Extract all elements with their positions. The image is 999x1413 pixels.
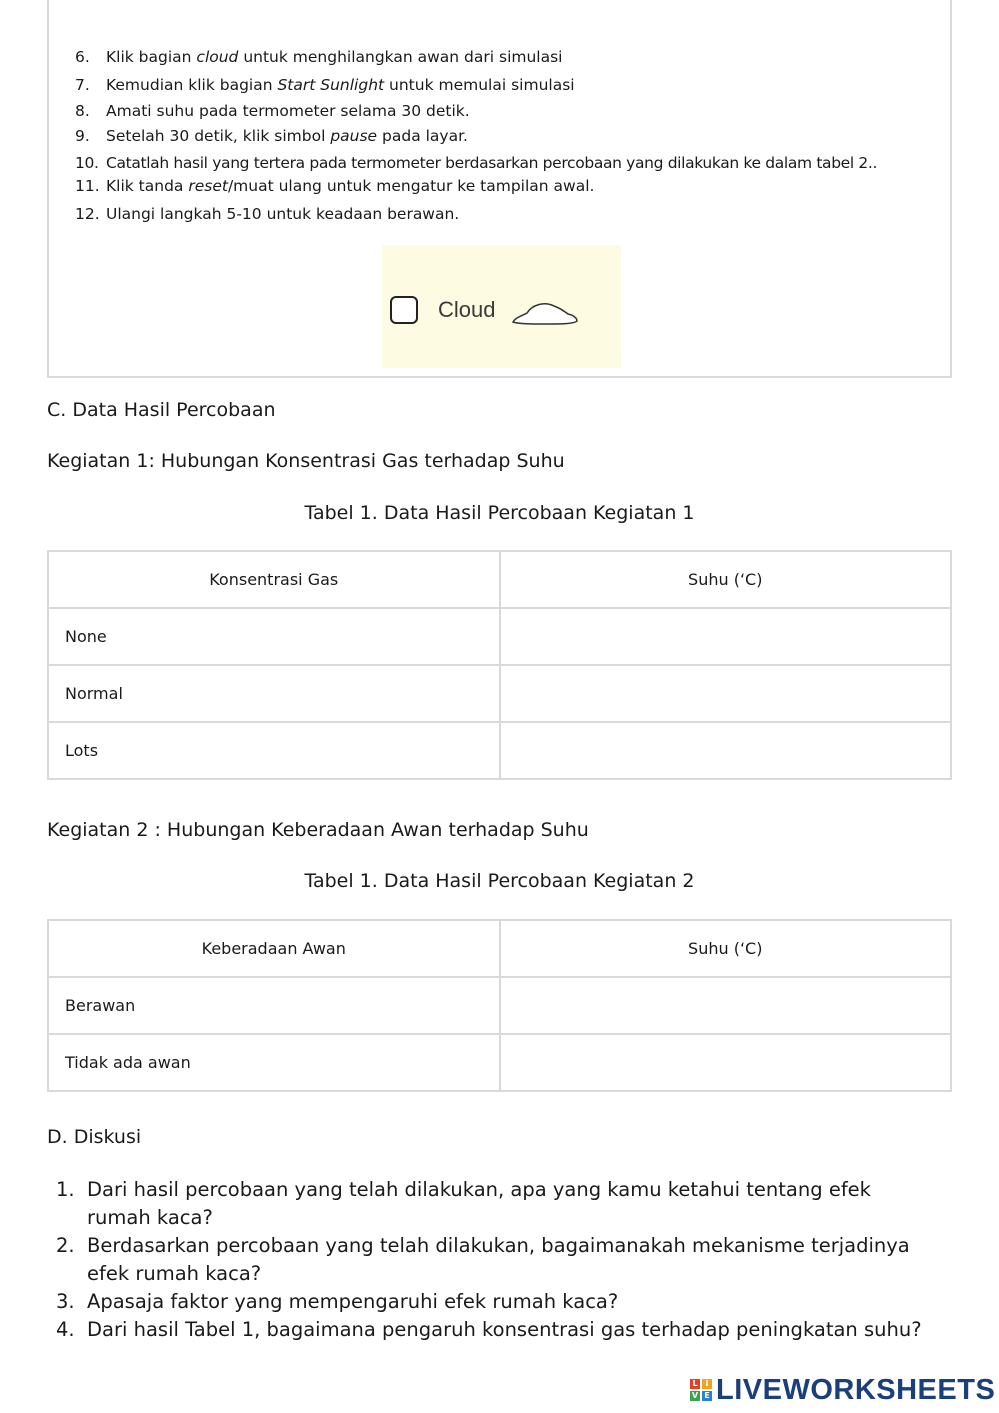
discussion-list <box>56 1176 936 1344</box>
procedure-box <box>47 0 952 378</box>
table-header-cell: Suhu (‘C) <box>500 551 952 608</box>
table-header-row <box>48 551 951 608</box>
table-cell: Tidak ada awan <box>48 1034 500 1091</box>
cloud-checkbox[interactable] <box>390 296 418 324</box>
logo-letter: V <box>691 1391 699 1400</box>
discussion-question: 4. Dari hasil Tabel 1, bagaimana pengaruh konsentrasi gas terhadap peningkatan suhu? <box>56 1318 922 1341</box>
discussion-question: 2. Berdasarkan percobaan yang telah dilakukan, bagaimanakah mekanisme terjadinya efek rumah kaca? <box>56 1234 910 1285</box>
table-cell: Berawan <box>48 977 500 1034</box>
procedure-step: 7. Kemudian klik bagian Start Sunlight untuk memulai simulasi <box>75 76 575 94</box>
activity2-title: Kegiatan 2 : Hubungan Keberadaan Awan terhadap Suhu <box>47 819 589 841</box>
discussion-question: 1. Dari hasil percobaan yang telah dilakukan, apa yang kamu ketahui tentang efek rumah kaca? <box>56 1178 871 1229</box>
procedure-step: 9. Setelah 30 detik, klik simbol pause pada layar. <box>75 127 468 145</box>
liveworksheets-logo[interactable] <box>690 1375 995 1405</box>
answer-cell[interactable] <box>500 665 952 722</box>
logo-text: LIVEWORKSHEETS <box>716 1373 996 1406</box>
logo-mark-icon <box>690 1379 712 1401</box>
logo-letter: I <box>702 1379 712 1389</box>
table-row <box>48 977 951 1034</box>
table-activity1 <box>47 550 952 780</box>
cloud-label: Cloud <box>438 297 496 322</box>
table-header-cell: Keberadaan Awan <box>48 920 500 977</box>
procedure-step: 11. Klik tanda reset/muat ulang untuk mengatur ke tampilan awal. <box>75 177 595 195</box>
cloud-screenshot <box>382 245 621 368</box>
activity1-title: Kegiatan 1: Hubungan Konsentrasi Gas terhadap Suhu <box>47 450 565 472</box>
answer-cell[interactable] <box>500 722 952 779</box>
table-row <box>48 665 951 722</box>
section-d-title: D. Diskusi <box>47 1126 142 1148</box>
answer-cell[interactable] <box>500 977 952 1034</box>
table-header-cell: Konsentrasi Gas <box>48 551 500 608</box>
table1-caption: Tabel 1. Data Hasil Percobaan Kegiatan 1 <box>304 502 695 524</box>
procedure-step: 6. Klik bagian cloud untuk menghilangkan awan dari simulasi <box>75 48 563 66</box>
table-header-cell: Suhu (‘C) <box>500 920 952 977</box>
table-cell: Normal <box>48 665 500 722</box>
table-activity2 <box>47 919 952 1092</box>
answer-cell[interactable] <box>500 1034 952 1091</box>
cloud-icon <box>510 298 582 328</box>
table-row <box>48 1034 951 1091</box>
table-row <box>48 722 951 779</box>
procedure-step: 10. Catatlah hasil yang tertera pada termometer berdasarkan percobaan yang dilakukan ke dalam tabel 2.. <box>75 154 878 172</box>
table-header-row <box>48 920 951 977</box>
procedure-step: 12. Ulangi langkah 5-10 untuk keadaan berawan. <box>75 205 460 223</box>
table-row <box>48 608 951 665</box>
logo-letter: E <box>702 1391 712 1401</box>
table-cell: Lots <box>48 722 500 779</box>
discussion-question: 3. Apasaja faktor yang mempengaruhi efek rumah kaca? <box>56 1290 619 1313</box>
table-cell: None <box>48 608 500 665</box>
answer-cell[interactable] <box>500 608 952 665</box>
logo-letter: L <box>690 1379 700 1389</box>
section-c-title: C. Data Hasil Percobaan <box>47 399 276 421</box>
table2-caption: Tabel 1. Data Hasil Percobaan Kegiatan 2 <box>304 870 695 892</box>
procedure-step: 8. Amati suhu pada termometer selama 30 detik. <box>75 102 470 120</box>
